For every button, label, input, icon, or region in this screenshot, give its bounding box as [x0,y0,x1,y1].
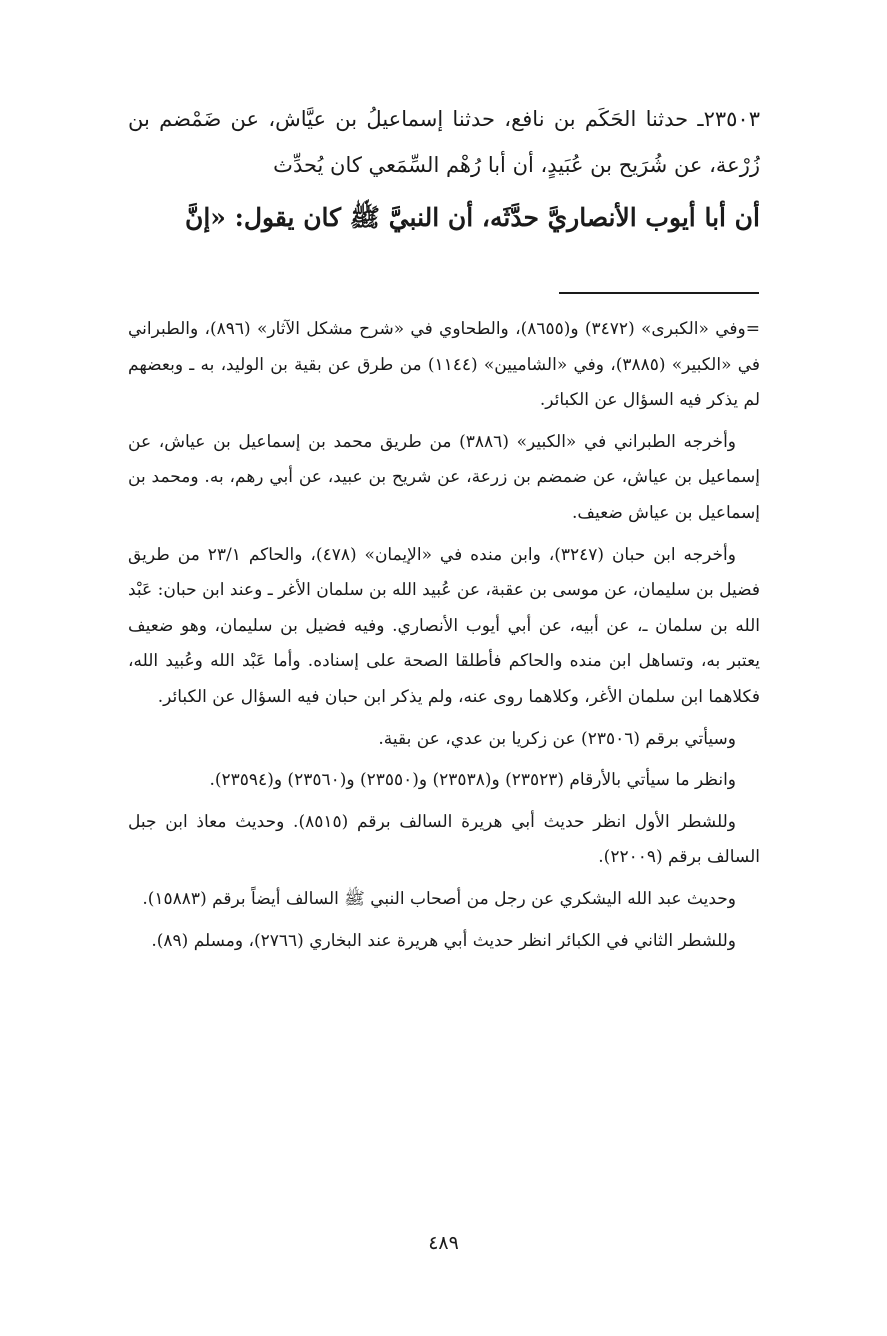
page-number: ٤٨٩ [428,1232,459,1254]
footnote-paragraph: وسيأتي برقم (٢٣٥٠٦) عن زكريا بن عدي، عن بقية. [378,728,736,749]
footnote-paragraph: وانظر ما سيأتي بالأرقام (٢٣٥٢٣) و(٢٣٥٣٨) و(٢٣٥٥٠) و(٢٣٥٦٠) و(٢٣٥٩٤). [209,770,736,791]
footnote-paragraph: وأخرجه الطبراني في «الكبير» (٣٨٨٦) من طريق محمد بن إسماعيل بن عياش، عن إسماعيل بن عياش، عن ضمضم بن زرعة، عن شريح بن عبيد، عن أبي رهم، به. ومحمد بن إسماعيل بن عياش ضعيف. [128,431,760,523]
hadith-paragraph [128,96,760,244]
main-text-block [128,96,760,244]
footnote-paragraph: وأخرجه ابن حبان (٣٢٤٧)، وابن منده في «الإيمان» (٤٧٨)، والحاكم ٢٣/١ من طريق فضيل بن سليمان، عن موسى بن عقبة، عن عُبيد الله بن سلمان الأغر ـ وعند ابن حبان: عَبْد الله بن سلمان ـ، عن أبيه، عن أبي أيوب الأنصاري. وفيه فضيل بن سليمان، وهو ضعيف يعتبر به، وتساهل ابن منده والحاكم فأطلقا الصحة على إسناده. وأما عَبْد الله وعُبيد الله، فكلاهما ابن سلمان الأغر، وكلاهما روى عنه، ولم يذكر ابن حبان فيه السؤال عن الكبائر. [128,544,760,707]
footnote-paragraph: =وفي «الكبرى» (٣٤٧٢) و(٨٦٥٥)، والطحاوي في «شرح مشكل الآثار» (٨٩٦)، والطبراني في «الكبير» (٣٨٨٥)، وفي «الشاميين» (١١٤٤) من طرق عن بقية بن الوليد، به ـ وبعضهم لم يذكر فيه السؤال عن الكبائر. [128,319,761,411]
footnotes [128,312,760,965]
footnote-paragraph: وحديث عبد الله اليشكري عن رجل من أصحاب النبي ﷺ السالف أيضاً برقم (١٥٨٨٣). [142,888,736,909]
footnote-paragraph: وللشطر الأول انظر حديث أبي هريرة السالف برقم (٨٥١٥). وحديث معاذ ابن جبل السالف برقم (٢٢٠٠٩). [128,811,760,868]
footnote-paragraph: وللشطر الثاني في الكبائر انظر حديث أبي هريرة عند البخاري (٢٧٦٦)، ومسلم (٨٩). [151,930,736,951]
hadith-text: ٢٣٥٠٣ـ حدثنا الحَكَم بن نافع، حدثنا إسماعيلُ بن عيَّاش، عن ضَمْضم بن زُرْعة، عن شُرَيح بن عُبَيدٍ، أن أبا رُهْم السِّمَعي كان يُحدِّث [128,107,760,177]
footnote-separator [559,292,759,294]
hadith-last-line: أن أبا أيوب الأنصاريَّ حدَّثَه، أن النبيَّ ﷺ كان يقول: «إنَّ [184,203,760,232]
